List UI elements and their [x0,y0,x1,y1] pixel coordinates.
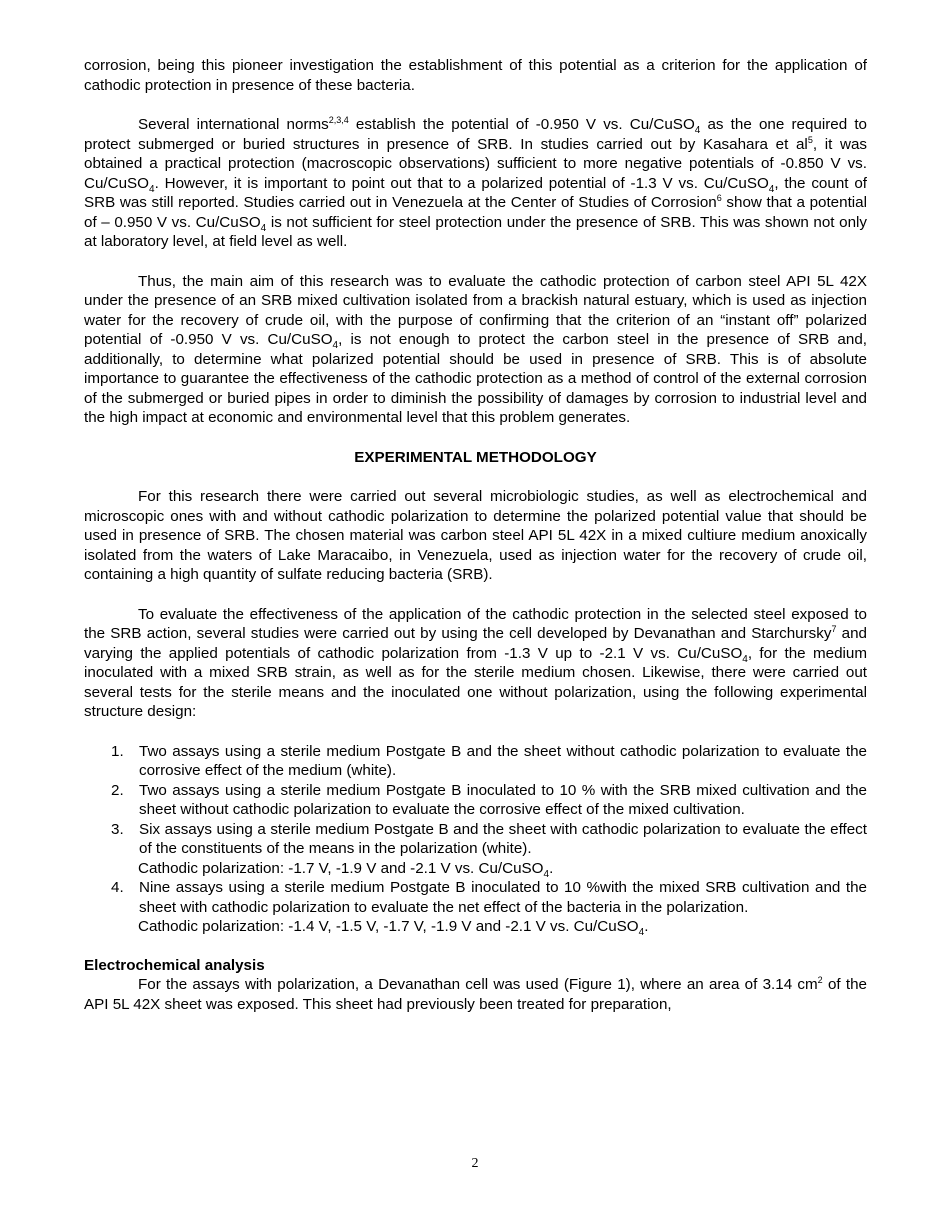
page-body [84,56,867,1014]
list-item: 2. Two assays using a sterile medium Postgate B inoculated to 10 % with the SRB mixed cultivation and the sheet without cathodic polarization to evaluate the corrosive effect of the mixed cultivation. [111,781,867,818]
paragraph-aim: Thus, the main aim of this research was to evaluate the cathodic protection of carbon steel API 5L 42X under the presence of an SRB mixed cultivation isolated from a brackish natural estuary, which is used as injection water for the recovery of crude oil, with the purpose of confirming that the criterion of an “instant off” polarized potential of -0.950 V vs. Cu/CuSO$_4$, is not enough to protect the carbon steel in the presence of SRB and, additionally, to determine what polarized potential should be used in presence of SRB. This is of absolute importance to guarantee the effectiveness of the cathodic protection as a method of control of the external corrosion of the submerged or buried pipes in order to diminish the possibility of damages by corrosion to industrial level and the high impact at economic and environmental level that this problem generates. [84,272,867,426]
polarization-values: Cathodic polarization: -1.4 V, -1.5 V, -1.7 V, -1.9 V and -2.1 V vs. Cu/CuSO$_4$. [138,918,649,939]
experimental-design-list [84,742,867,859]
list-item: 3. Six assays using a sterile medium Postgate B and the sheet with cathodic polarization to evaluate the effect of the constituents of the means in the polarization (white). [111,820,867,857]
list-item: 4. Nine assays using a sterile medium Postgate B inoculated to 10 %with the mixed SRB cultivation and the sheet with cathodic polarization to evaluate the net effect of the bacteria in the polarization. [111,879,867,916]
paragraph-electrochemical: For the assays with polarization, a Devanathan cell was used (Figure 1), where an area of 3.14 $cm^2$ of the API 5L 42X sheet was exposed. This sheet had previously been treated for preparation, [84,974,868,1013]
list-item: 1. Two assays using a sterile medium Postgate B and the sheet without cathodic polarization to evaluate the corrosive effect of the medium (white). [111,742,867,779]
polarization-values: Cathodic polarization: -1.7 V, -1.9 V and -2.1 V vs. Cu/CuSO$_4$. [138,859,554,880]
page-number: 2 [471,1156,479,1171]
section-heading: EXPERIMENTAL METHODOLOGY [354,448,597,466]
paragraph-methodology: For this research there were carried out several microbiologic studies, as well as electrochemical and microscopic ones with and without cathodic polarization to determine the polarized potential value that should be used in presence of SRB. The chosen material was carbon steel API 5L 42X in a mixed cultiure medium anoxically isolated from the waters of Lake Maracaibo, in Venezuela, used as injection water for the recovery of crude oil, containing a high quantity of sulfate reducing bacteria (SRB). [84,488,867,583]
paragraph-norms: Several international norms$^{2,3,4}$ establish the potential of -0.950 V vs. Cu/CuSO$_4$ as the one required to protect submerged or buried structures in presence of SRB. In studies carried out by Kasahara et $al^5$, it was obtained a practical protection (macroscopic observations) sufficient to more negative potentials of -0.850 V vs. Cu/CuSO$_4$. However, it is important to point out that to a polarized potential of -1.3 V vs. Cu/CuSO$_4$, the count of SRB was still reported. Studies carried out in Venezuela at the Center of Studies of Corrosion$^6$ show that a potential of – 0.950 V vs. Cu/CuSO$_4$ is not sufficient for steel protection under the presence of SRB. This was shown not only at laboratory level, at field level as well. [84,114,867,250]
paragraph-evaluation: To evaluate the effectiveness of the application of the cathodic protection in the selected steel exposed to the SRB action, several studies were carried out by using the cell developed by Devanathan and Starchursky$^7$ and varying the applied potentials of cathodic polarization from -1.3 V up to -2.1 V vs. Cu/CuSO$_4$, for the medium inoculated with a mixed SRB strain, as well as for the sterile medium chosen. Likewise, there were carried out several tests for the sterile means and the inoculated one without polarization, using the following experimental structure design: [84,605,868,720]
paragraph-continuation: corrosion, being this pioneer investigation the establishment of this potential as a criterion for the application of cathodic protection in presence of these bacteria. [84,57,867,94]
subsection-heading: Electrochemical analysis [84,956,265,974]
experimental-design-list-cont [84,878,867,917]
